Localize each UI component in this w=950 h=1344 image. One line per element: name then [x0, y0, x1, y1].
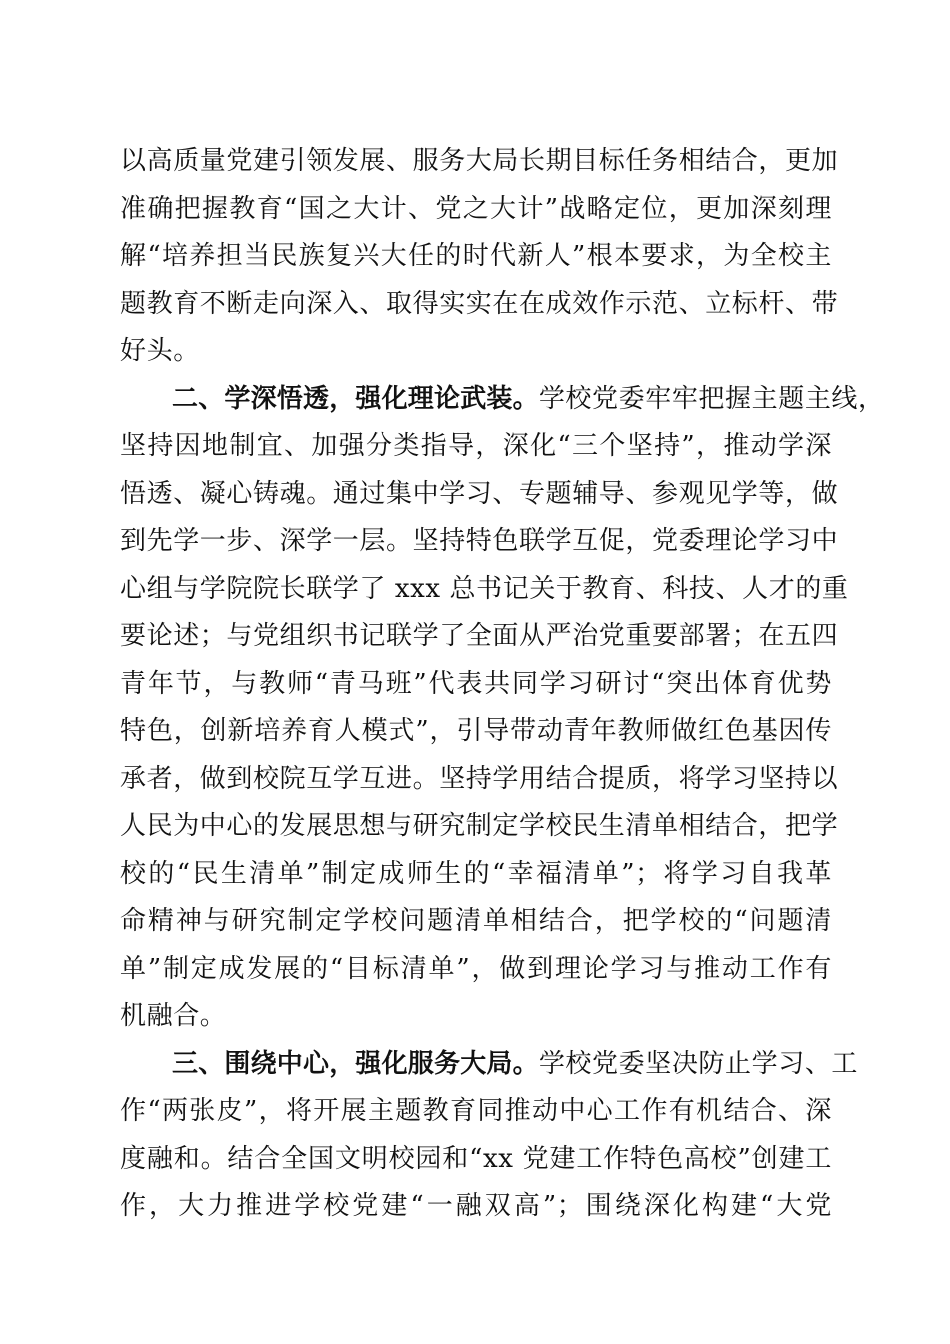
- section-heading-2: 二、学深悟透，强化理论武装。: [172, 383, 539, 414]
- document-body: [120, 138, 885, 1231]
- paragraph-2-line: 坚持因地制宜、加强分类指导，深化“三个坚持”，推动学深: [120, 431, 832, 461]
- paragraph-1-line: 以高质量党建引领发展、服务大局长期目标任务相结合，更加: [120, 146, 839, 176]
- paragraph-2-line: 悟透、凝心铸魂。通过集中学习、专题辅导、参观见学等，做: [120, 478, 839, 509]
- paragraph-2-line: 心组与学院院长联学了 xxx 总书记关于教育、科技、人才的重: [120, 573, 849, 604]
- paragraph-3-line: 作，大力推进学校党建“一融双高”；围绕深化构建“大党: [120, 1191, 832, 1221]
- section-heading-3: 三、围绕中心，强化服务大局。: [172, 1048, 539, 1079]
- paragraph-3-line: 度融和。结合全国文明校园和“xx 党建工作特色高校”创建工: [120, 1143, 832, 1174]
- paragraph-2-line: 到先学一步、深学一层。坚持特色联学互促，党委理论学习中: [120, 526, 839, 556]
- paragraph-2-line: 人民为中心的发展思想与研究制定学校民生清单相结合，把学: [120, 811, 839, 841]
- paragraph-1-line: 解“培养担当民族复兴大任的时代新人”根本要求，为全校主: [120, 241, 832, 271]
- paragraph-3-line: 作“两张皮”，将开展主题教育同推动中心工作有机结合、深: [120, 1096, 832, 1126]
- paragraph-2-line: 青年节，与教师“青马班”代表共同学习研讨“突出体育优势: [120, 668, 832, 699]
- paragraph-2-line: 承者，做到校院互学互进。坚持学用结合提质，将学习坚持以: [120, 763, 839, 794]
- paragraph-2-lead-text: 学校党委牢牢把握主题主线，: [538, 383, 885, 414]
- paragraph-2-line: 特色，创新培养育人模式”，引导带动青年教师做红色基因传: [120, 716, 832, 746]
- paragraph-2-line: 校的“民生清单”制定成师生的“幸福清单”；将学习自我革: [120, 858, 832, 889]
- paragraph-2-first-line: [120, 376, 885, 424]
- paragraph-1-line: 好头。: [120, 336, 200, 366]
- paragraph-1-line: 准确把握教育“国之大计、党之大计”战略定位，更加深刻理: [120, 193, 832, 224]
- paragraph-1-line: 题教育不断走向深入、取得实实在在成效作示范、立标杆、带: [120, 288, 839, 319]
- paragraph-2-line: 机融合。: [120, 1001, 227, 1031]
- paragraph-2-line: 命精神与研究制定学校问题清单相结合，把学校的“问题清: [120, 906, 832, 936]
- paragraph-2-line: 要论述；与党组织书记联学了全面从严治党重要部署；在五四: [120, 621, 839, 651]
- paragraph-3-first-line: [120, 1041, 859, 1089]
- paragraph-2-line: 单”制定成发展的“目标清单”，做到理论学习与推动工作有: [120, 953, 832, 984]
- paragraph-3-lead-text: 学校党委坚决防止学习、工: [538, 1048, 859, 1079]
